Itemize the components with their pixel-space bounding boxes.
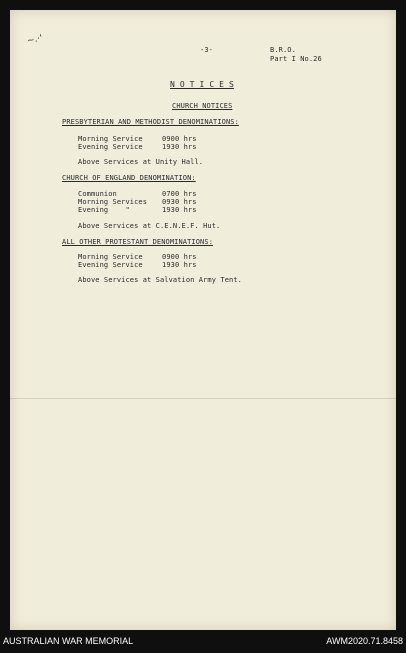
reference-line-1: B.R.O. [270,46,296,54]
service-time: 0900 hrs [162,253,197,261]
accession-number: AWM2020.71.8458 [326,636,403,646]
reference-line-2: Part I No.26 [270,55,322,63]
service-name: Evening " [78,206,130,214]
service-name: Evening Service [78,143,143,151]
service-name: Morning Service [78,135,143,143]
service-name: Morning Services [78,198,148,206]
service-time: 1930 hrs [162,143,197,151]
service-time: 1930 hrs [162,206,197,214]
service-location: Above Services at Unity Hall. [78,158,204,166]
service-time: 0700 hrs [162,190,197,198]
archive-footer [0,631,406,653]
section-heading: CHURCH OF ENGLAND DENOMINATION: [62,174,196,182]
service-time: 0900 hrs [162,135,197,143]
page-title: N O T I C E S [170,80,234,89]
service-location: Above Services at C.E.N.E.F. Hut. [78,222,221,230]
section-heading: ALL OTHER PROTESTANT DENOMINATIONS: [62,238,214,246]
institution-label: AUSTRALIAN WAR MEMORIAL [3,636,134,646]
page-number: -3- [200,46,213,54]
page-fold [10,398,396,399]
service-name: Communion [78,190,117,198]
service-name: Evening Service [78,261,143,269]
service-time: 0930 hrs [162,198,197,206]
service-location: Above Services at Salvation Army Tent. [78,276,242,284]
service-name: Morning Service [78,253,143,261]
pencil-mark: ~.·' [26,33,44,47]
section-heading: PRESBYTERIAN AND METHODIST DENOMINATIONS: [62,118,239,126]
service-time: 1930 hrs [162,261,197,269]
section-subtitle: CHURCH NOTICES [172,102,233,110]
